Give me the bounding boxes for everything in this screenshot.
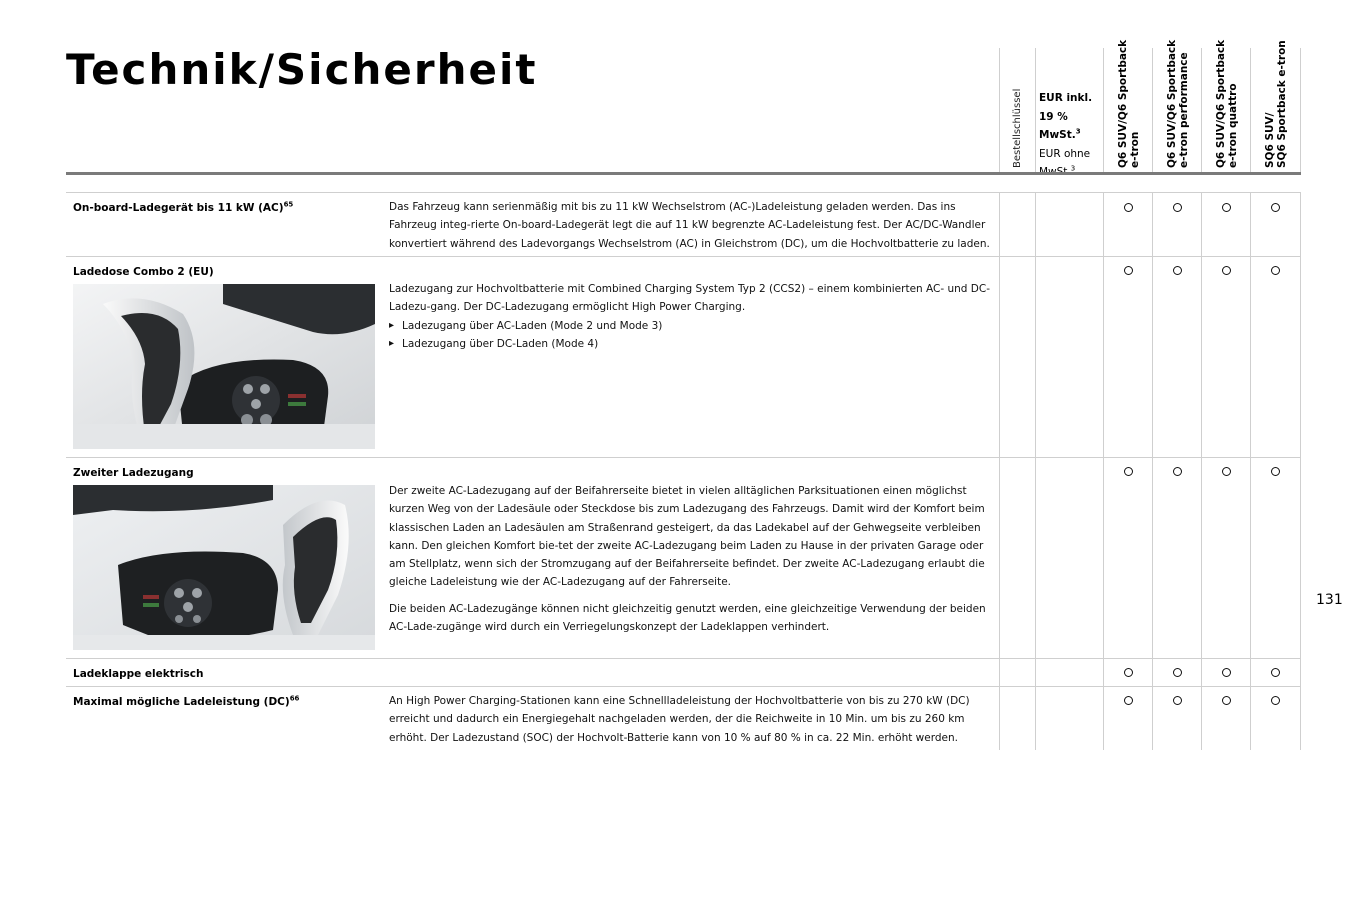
table-row-divider <box>66 686 1301 687</box>
price-incl-line2: 19 % MwSt. <box>1039 110 1076 141</box>
availability-optional-icon <box>1271 203 1280 212</box>
availability-optional-icon <box>1173 266 1182 275</box>
table-column-line <box>1201 193 1202 750</box>
table-row-divider <box>66 192 1301 193</box>
availability-optional-icon <box>1222 203 1231 212</box>
table-row-divider <box>66 457 1301 458</box>
header-price <box>1039 89 1103 182</box>
description-ladedose-combo2: Ladezugang zur Hochvoltbatterie mit Combined Charging System Typ 2 (CCS2) – einem kombinierten AC- und DC-Ladezu-gang. Der DC-Ladezugang ermöglicht High Power Charging. ▸ Ladezugang über AC-Laden (Mode 2 und Mode 3) ▸ Ladezugang über DC-Laden (Mode 4) <box>389 280 994 353</box>
header-divider <box>1201 48 1202 174</box>
table-column-line <box>1152 193 1153 750</box>
availability-optional-icon <box>1222 696 1231 705</box>
price-excl-footnote: 3 <box>1070 164 1076 173</box>
header-divider <box>1103 48 1104 174</box>
availability-optional-icon <box>1124 467 1133 476</box>
price-incl-line1: EUR inkl. <box>1039 92 1093 104</box>
availability-optional-icon <box>1173 668 1182 677</box>
header-divider <box>1300 48 1301 174</box>
description-max-dc-power: An High Power Charging-Stationen kann eine Schnellladeleistung der Hochvoltbatterie von bis zu 270 kW (DC) erreicht und dadurch ein Energiegehalt nachgeladen werden, der die Reichweite in 10 Min. um bis zu 260 km erhöht. Der Ladezustand (SOC) der Hochvolt-Batterie kann von 10 % auf 80 % in ca. 22 Min. erhöht werden. <box>389 695 970 744</box>
availability-optional-icon <box>1124 696 1133 705</box>
feature-second-charging-port: Zweiter Ladezugang <box>73 467 194 479</box>
availability-optional-icon <box>1271 696 1280 705</box>
feature-max-dc-power: Maximal mögliche Ladeleistung (DC)$^{66}$ <box>73 694 300 708</box>
table-column-line <box>1300 193 1301 750</box>
feature-electric-flap: Ladeklappe elektrisch <box>73 668 204 680</box>
model-header-3: Q6 SUV/Q6 Sportback e-tron quattro <box>1215 39 1239 168</box>
header-divider <box>1250 48 1251 174</box>
table-column-line <box>999 193 1000 750</box>
header-divider <box>999 48 1000 174</box>
model-header-1: Q6 SUV/Q6 Sportback e-tron <box>1117 39 1141 168</box>
availability-optional-icon <box>1222 668 1231 677</box>
availability-optional-icon <box>1124 266 1133 275</box>
price-excl-line1: EUR ohne <box>1039 147 1091 160</box>
bullet-dc-charging: ▸ Ladezugang über DC-Laden (Mode 4) <box>389 335 994 353</box>
description-onboard-charger: Das Fahrzeug kann serienmäßig mit bis zu 11 kW Wechselstrom (AC-)Ladeleistung geladen werden. Das ins Fahrzeug integ-rierte On-board-Ladegerät legt die auf 11 kW begrenzte AC-Ladeleistung fest. Der AC/DC-Wandler konvertiert während des Ladevorgangs Wechselstrom (AC) in Gleichstrom (DC), um die Hochvoltbatterie zu laden. <box>389 201 990 250</box>
header-divider <box>1152 48 1153 174</box>
availability-optional-icon <box>1173 203 1182 212</box>
table-column-line <box>1250 193 1251 750</box>
page-number: 131 <box>1316 592 1343 608</box>
availability-optional-icon <box>1271 668 1280 677</box>
price-incl-footnote: 3 <box>1075 127 1081 136</box>
availability-optional-icon <box>1222 467 1231 476</box>
feature-ladedose-combo2: Ladedose Combo 2 (EU) <box>73 266 214 278</box>
availability-optional-icon <box>1173 467 1182 476</box>
availability-optional-icon <box>1271 467 1280 476</box>
header-rule <box>66 172 1301 175</box>
table-column-line <box>1103 193 1104 750</box>
page-title: Technik/Sicherheit <box>66 45 538 94</box>
header-order-key: Bestellschlüssel <box>1012 88 1023 168</box>
model-header-2: Q6 SUV/Q6 Sportback e-tron performance <box>1166 39 1190 168</box>
charging-port-illustration <box>73 284 375 449</box>
header-divider <box>1035 48 1036 174</box>
description-second-charging-port: Der zweite AC-Ladezugang auf der Beifahrerseite bietet in vielen alltäglichen Parksituationen einen möglichst kurzen Weg von der Ladesäule oder Steckdose bis zum Ladezugang des Fahrzeugs. Damit wird der Komfort beim klassischen Laden an Ladesäulen am Straßenrand gesteigert, da das Ladekabel auf der Gehwegseite verbleiben kann. Den gleichen Komfort bie-tet der zweite AC-Ladezugang beim Laden zu Hause in der privaten Garage oder am Stellplatz, wenn sich der Stromzugang auf der Beifahrerseite befindet. Der zweite AC-Ladezugang erlaubt die gleiche Ladeleistung wie der AC-Ladezugang auf der Fahrerseite. Die beiden AC-Ladezugänge können nicht gleichzeitig genutzt werden, eine gleichzeitige Verwendung der beiden AC-Lade-zugänge wird durch ein Verriegelungskonzept der Ladeklappen verhindert. <box>389 485 986 634</box>
second-port-image <box>73 485 375 650</box>
availability-optional-icon <box>1124 203 1133 212</box>
second-port-illustration <box>73 485 375 650</box>
bullet-ac-charging: ▸ Ladezugang über AC-Laden (Mode 2 und Mode 3) <box>389 317 994 335</box>
table-row-divider <box>66 658 1301 659</box>
feature-onboard-charger: On-board-Ladegerät bis 11 kW (AC)$^{65}$ <box>73 200 294 214</box>
model-header-4: SQ6 SUV/ SQ6 Sportback e-tron <box>1264 40 1288 168</box>
availability-optional-icon <box>1124 668 1133 677</box>
availability-optional-icon <box>1222 266 1231 275</box>
table-row-divider <box>66 256 1301 257</box>
availability-optional-icon <box>1173 696 1182 705</box>
availability-optional-icon <box>1271 266 1280 275</box>
table-column-line <box>1035 193 1036 750</box>
charging-port-image <box>73 284 375 449</box>
